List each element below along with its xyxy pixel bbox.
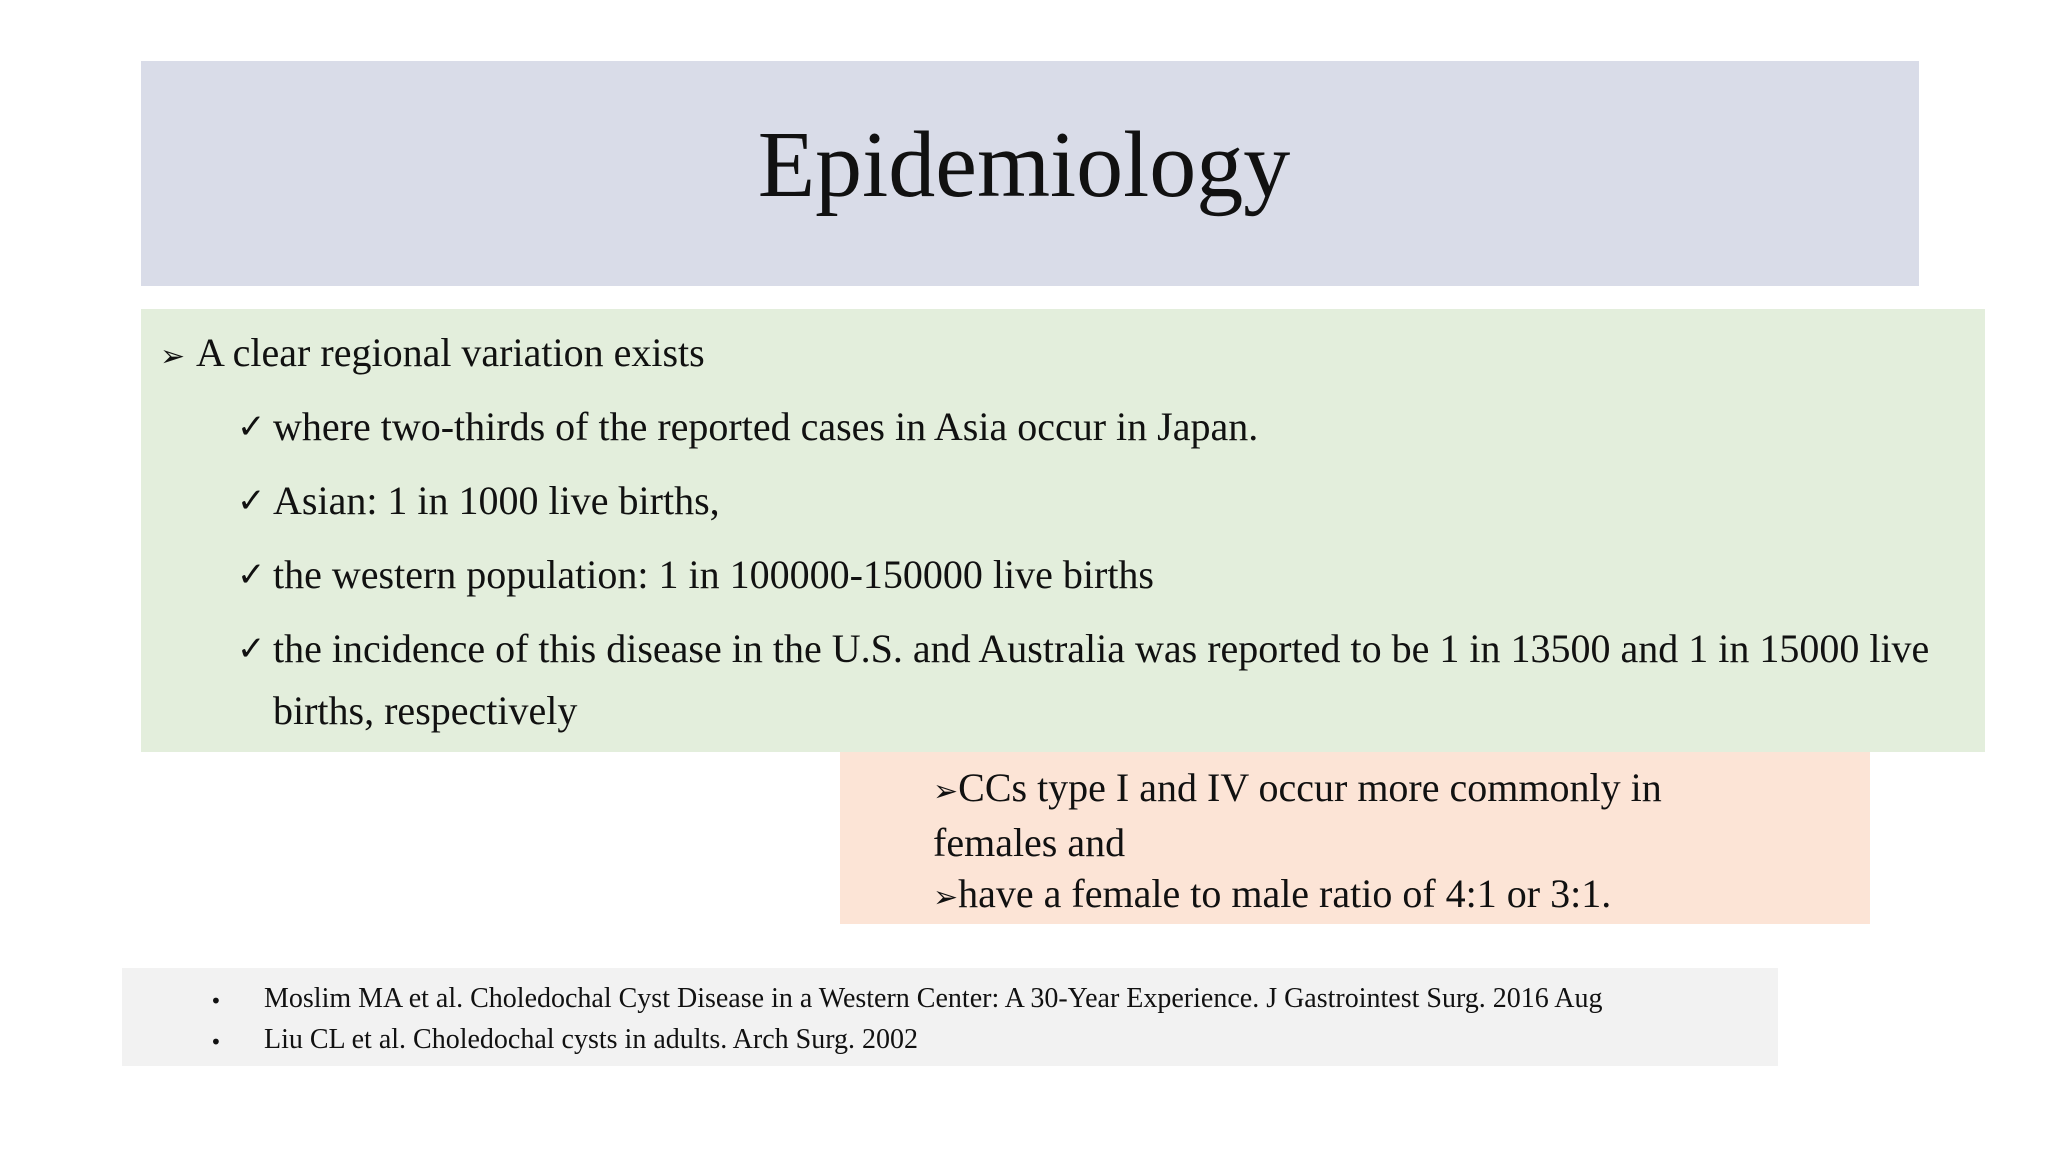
main-bullet-text: A clear regional variation exists xyxy=(196,330,705,375)
sub-bullet-text: the western population: 1 in 100000-150000 live births xyxy=(273,552,1154,597)
arrow-bullet-icon: ➢ xyxy=(160,339,186,374)
reference-item xyxy=(210,981,1602,1019)
gender-note-line xyxy=(933,762,1793,868)
gender-note-line-text: have a female to male ratio of 4:1 or 3:1. xyxy=(958,871,1612,916)
checkmark-icon: ✓ xyxy=(237,555,266,595)
sub-bullet-western xyxy=(237,544,2003,606)
reference-text: Moslim MA et al. Choledochal Cyst Disease in a Western Center: A 30-Year Experience. J Gastrointest Surg. 2016 Aug xyxy=(264,983,1603,1014)
sub-bullet-us-australia xyxy=(237,618,2003,742)
sub-bullet-asian xyxy=(237,470,2003,532)
reference-text: Liu CL et al. Choledochal cysts in adults. Arch Surg. 2002 xyxy=(264,1024,919,1055)
main-bullet xyxy=(160,329,705,381)
arrow-bullet-icon: ➢ xyxy=(933,880,959,915)
gender-note-text xyxy=(933,762,1793,923)
reference-item xyxy=(210,1022,918,1060)
sub-bullet-text: Asian: 1 in 1000 live births, xyxy=(273,478,720,523)
sub-bullet-text: where two-thirds of the reported cases in Asia occur in Japan. xyxy=(273,404,1259,449)
checkmark-icon: ✓ xyxy=(237,629,266,669)
bullet-dot-icon: • xyxy=(210,1029,222,1054)
checkmark-icon: ✓ xyxy=(237,481,266,521)
arrow-bullet-icon: ➢ xyxy=(933,774,959,809)
gender-note-line xyxy=(933,868,1793,923)
sub-bullet-japan xyxy=(237,396,2003,458)
gender-note-line-text: CCs type I and IV occur more commonly in females and xyxy=(933,765,1662,865)
sub-bullet-text: the incidence of this disease in the U.S. and Australia was reported to be 1 in 13500 and 1 in 15000 live births, respectively xyxy=(273,626,1930,733)
checkmark-icon: ✓ xyxy=(237,407,266,447)
slide-title: Epidemiology xyxy=(757,113,1291,217)
bullet-dot-icon: • xyxy=(210,988,222,1013)
